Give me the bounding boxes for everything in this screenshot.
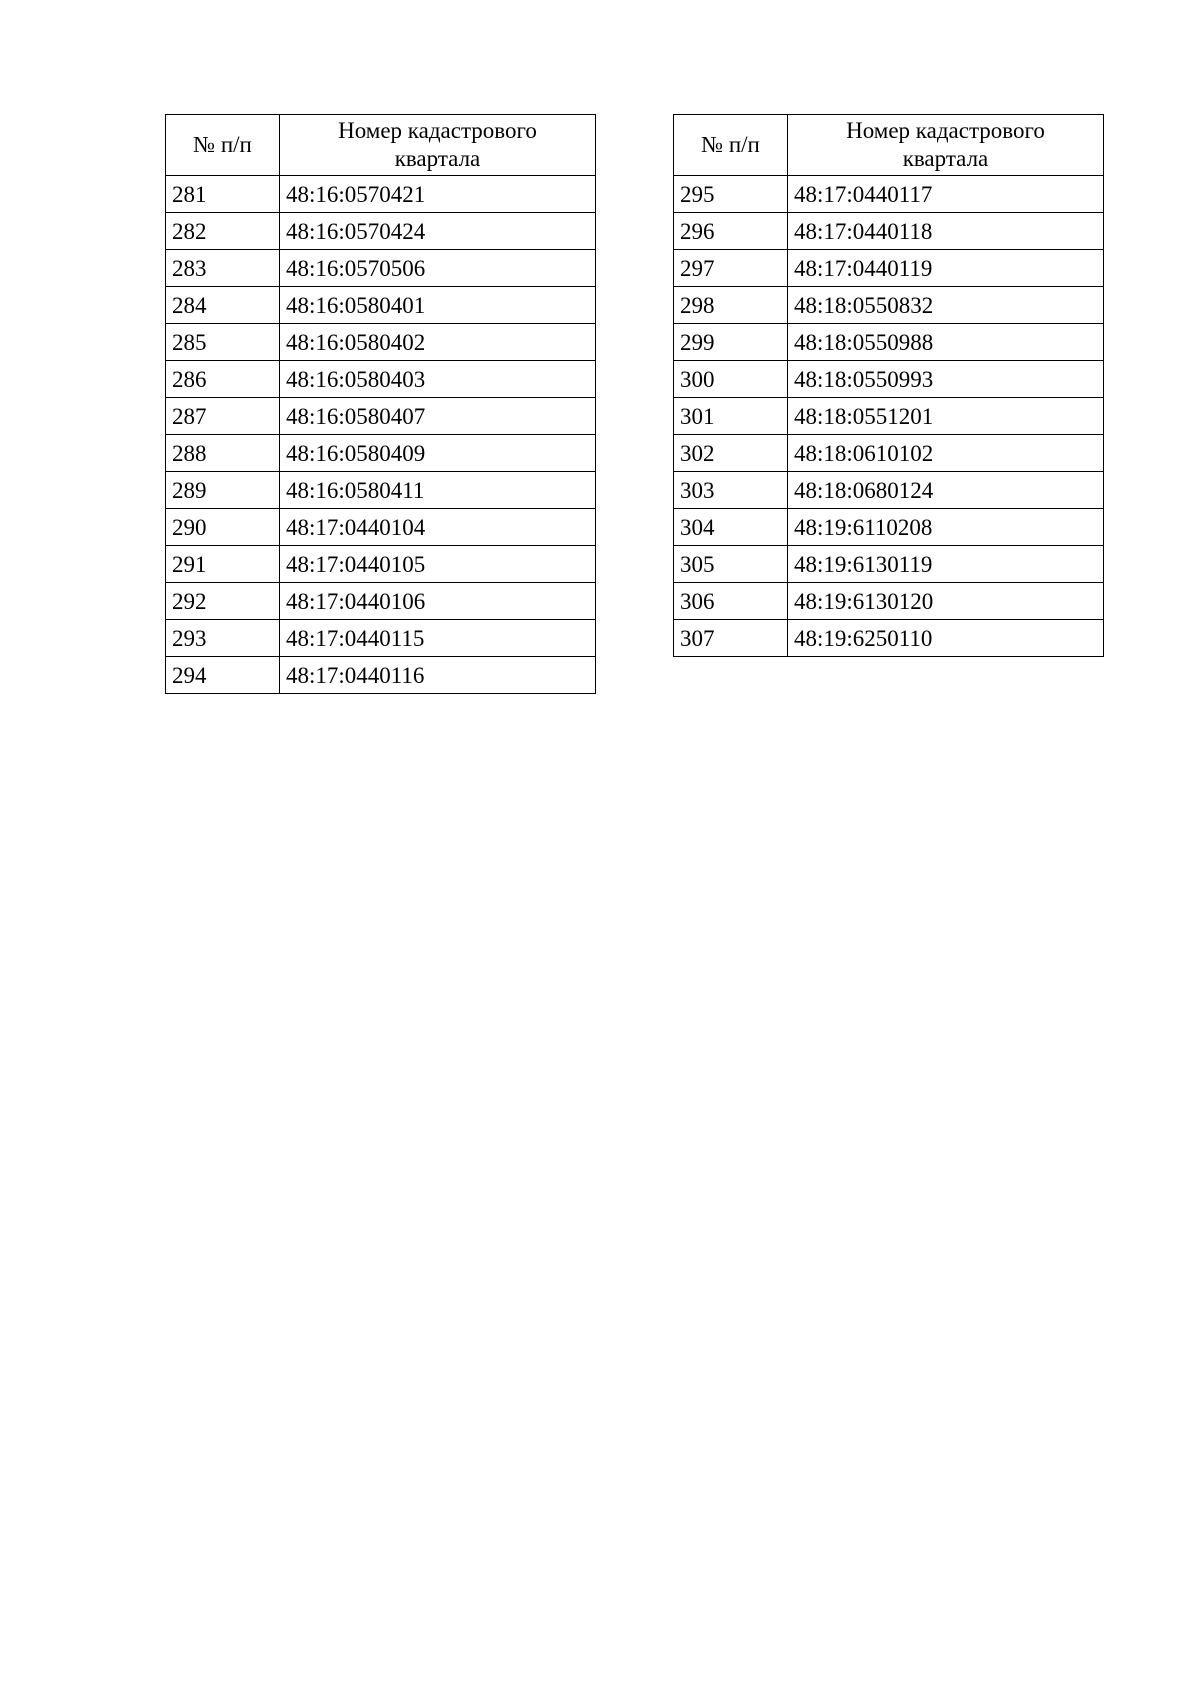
table-header-row	[166, 115, 596, 176]
header-cadastral-quarter-line2: квартала	[902, 146, 989, 171]
row-number: 294	[166, 657, 280, 694]
cadastral-quarter-number: 48:16:0580402	[280, 324, 596, 361]
table-row	[674, 509, 1104, 546]
cadastral-quarter-number: 48:17:0440118	[788, 213, 1104, 250]
table-row	[166, 546, 596, 583]
cadastral-quarter-number: 48:17:0440115	[280, 620, 596, 657]
table-row	[166, 583, 596, 620]
row-number: 287	[166, 398, 280, 435]
table-row	[166, 213, 596, 250]
table-row	[166, 324, 596, 361]
row-number: 302	[674, 435, 788, 472]
row-number: 290	[166, 509, 280, 546]
cadastral-quarter-number: 48:18:0610102	[788, 435, 1104, 472]
header-row-number: № п/п	[166, 115, 280, 176]
table-row	[166, 398, 596, 435]
table-row	[166, 509, 596, 546]
table-row	[166, 620, 596, 657]
row-number: 303	[674, 472, 788, 509]
cadastral-quarter-number: 48:19:6130120	[788, 583, 1104, 620]
row-number: 285	[166, 324, 280, 361]
cadastral-quarter-number: 48:16:0580403	[280, 361, 596, 398]
header-row-number: № п/п	[674, 115, 788, 176]
table-row	[166, 657, 596, 694]
cadastral-quarter-number: 48:18:0680124	[788, 472, 1104, 509]
row-number: 292	[166, 583, 280, 620]
header-cadastral-quarter-line2: квартала	[394, 146, 481, 171]
cadastral-quarter-number: 48:18:0550993	[788, 361, 1104, 398]
cadastral-quarter-number: 48:16:0580407	[280, 398, 596, 435]
row-number: 281	[166, 176, 280, 213]
cadastral-quarter-number: 48:19:6110208	[788, 509, 1104, 546]
cadastral-quarter-number: 48:17:0440106	[280, 583, 596, 620]
table-row	[674, 435, 1104, 472]
row-number: 306	[674, 583, 788, 620]
table-row	[674, 472, 1104, 509]
row-number: 301	[674, 398, 788, 435]
row-number: 291	[166, 546, 280, 583]
cadastral-quarter-number: 48:16:0580401	[280, 287, 596, 324]
row-number: 297	[674, 250, 788, 287]
cadastral-quarter-number: 48:18:0550988	[788, 324, 1104, 361]
row-number: 283	[166, 250, 280, 287]
table-row	[166, 287, 596, 324]
header-cadastral-quarter	[280, 115, 596, 176]
table-row	[674, 176, 1104, 213]
cadastral-quarter-number: 48:16:0580411	[280, 472, 596, 509]
row-number: 298	[674, 287, 788, 324]
row-number: 295	[674, 176, 788, 213]
table-row	[166, 361, 596, 398]
row-number: 288	[166, 435, 280, 472]
table-row	[166, 176, 596, 213]
cadastral-quarter-number: 48:17:0440116	[280, 657, 596, 694]
row-number: 296	[674, 213, 788, 250]
table-row	[166, 435, 596, 472]
row-number: 304	[674, 509, 788, 546]
table-row	[674, 361, 1104, 398]
cadastral-quarter-number: 48:16:0570421	[280, 176, 596, 213]
header-cadastral-quarter-line1: Номер кадастрового	[338, 118, 537, 143]
cadastral-quarter-number: 48:18:0551201	[788, 398, 1104, 435]
row-number: 289	[166, 472, 280, 509]
cadastral-table-left	[165, 114, 596, 694]
table-row	[674, 250, 1104, 287]
cadastral-quarter-number: 48:18:0550832	[788, 287, 1104, 324]
header-cadastral-quarter-line1: Номер кадастрового	[846, 118, 1045, 143]
table-row	[674, 583, 1104, 620]
cadastral-quarter-number: 48:17:0440104	[280, 509, 596, 546]
table-row	[674, 620, 1104, 657]
row-number: 284	[166, 287, 280, 324]
row-number: 299	[674, 324, 788, 361]
row-number: 307	[674, 620, 788, 657]
table-row	[674, 324, 1104, 361]
table-row	[674, 213, 1104, 250]
cadastral-quarter-number: 48:16:0580409	[280, 435, 596, 472]
row-number: 286	[166, 361, 280, 398]
cadastral-quarter-number: 48:17:0440105	[280, 546, 596, 583]
cadastral-quarter-number: 48:16:0570506	[280, 250, 596, 287]
row-number: 293	[166, 620, 280, 657]
table-row	[166, 472, 596, 509]
table-row	[674, 398, 1104, 435]
row-number: 300	[674, 361, 788, 398]
table-header-row	[674, 115, 1104, 176]
cadastral-quarter-number: 48:19:6130119	[788, 546, 1104, 583]
cadastral-quarter-number: 48:16:0570424	[280, 213, 596, 250]
table-row	[674, 287, 1104, 324]
table-row	[166, 250, 596, 287]
header-cadastral-quarter	[788, 115, 1104, 176]
row-number: 305	[674, 546, 788, 583]
row-number: 282	[166, 213, 280, 250]
cadastral-quarter-number: 48:17:0440119	[788, 250, 1104, 287]
cadastral-quarter-number: 48:17:0440117	[788, 176, 1104, 213]
table-row	[674, 546, 1104, 583]
cadastral-table-right	[673, 114, 1104, 657]
cadastral-quarter-number: 48:19:6250110	[788, 620, 1104, 657]
